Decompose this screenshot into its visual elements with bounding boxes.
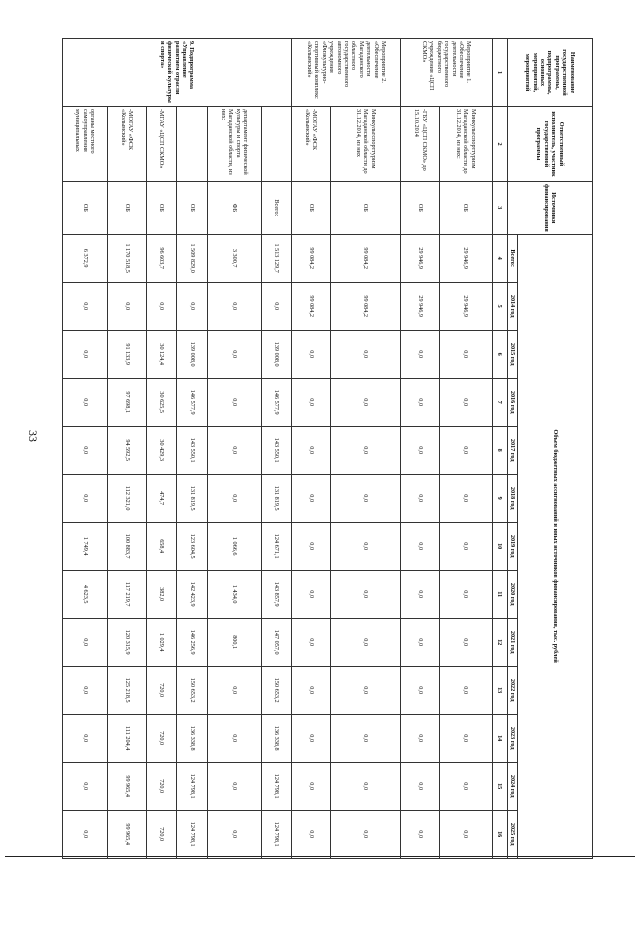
funding-source: ОБ — [401, 182, 440, 235]
value-year: 0,0 — [439, 570, 492, 618]
value-year: 0,0 — [62, 618, 108, 666]
value-year: 0,0 — [330, 378, 401, 426]
value-year: 0,0 — [62, 426, 108, 474]
column-number: 5 — [492, 282, 507, 330]
value-year: 143 550,1 — [261, 426, 292, 474]
executor: органы местного самоуправления муниципальных — [62, 107, 108, 182]
value-year: 0,0 — [401, 762, 440, 810]
value-year: 0,0 — [62, 666, 108, 714]
value-year: 0,0 — [292, 666, 331, 714]
funding-source: ОБ — [177, 182, 208, 235]
column-number: 9 — [492, 474, 507, 522]
value-year: 97 698,1 — [108, 378, 147, 426]
funding-source: ОБ — [292, 182, 331, 235]
value-year: 131 819,5 — [261, 474, 292, 522]
value-year: 0,0 — [439, 330, 492, 378]
value-year: 0,0 — [439, 474, 492, 522]
value-year: 0,0 — [439, 522, 492, 570]
value-year: 658,4 — [146, 522, 177, 570]
page-number: 33 — [26, 430, 40, 442]
value-year: 94 592,5 — [108, 426, 147, 474]
value-year: 0,0 — [62, 378, 108, 426]
column-number: 2 — [492, 107, 507, 182]
value-year: 143 857,9 — [261, 570, 292, 618]
value-total: 29 946,9 — [439, 234, 492, 282]
value-year: 0,0 — [401, 474, 440, 522]
value-year: 0,0 — [62, 282, 108, 330]
value-year: 99 084,2 — [330, 282, 401, 330]
column-number: 1 — [492, 39, 507, 107]
value-year: 1 434,0 — [208, 570, 262, 618]
value-year: 720,0 — [146, 714, 177, 762]
header-year: 2017 год — [507, 426, 517, 474]
value-year: 143 550,1 — [177, 426, 208, 474]
executor: -ГБУ «ЦСП СКМО» до 15.10.2014 — [401, 107, 440, 182]
value-year: 1 029,4 — [146, 618, 177, 666]
column-number: 8 — [492, 426, 507, 474]
table-row — [261, 39, 292, 859]
value-year: 30 429,3 — [146, 426, 177, 474]
value-year: 0,0 — [330, 330, 401, 378]
financing-table — [62, 38, 593, 859]
value-total: 1 509 829,0 — [177, 234, 208, 282]
value-year: 0,0 — [292, 810, 331, 858]
header-year: 2023 год — [507, 714, 517, 762]
column-number: 4 — [492, 234, 507, 282]
column-number: 11 — [492, 570, 507, 618]
header-funding-group: Объем бюджетных ассигнований и иных источников финансирования, тыс. рублей — [518, 234, 593, 858]
value-year: 136 338,8 — [261, 714, 292, 762]
value-year: 0,0 — [208, 810, 262, 858]
value-year: 0,0 — [62, 810, 108, 858]
value-year: 720,0 — [146, 810, 177, 858]
executor: департамент физической культуры и спорта Магаданской области, из них: — [208, 107, 262, 182]
value-total: 29 946,9 — [401, 234, 440, 282]
value-year: 0,0 — [292, 714, 331, 762]
value-total: 99 084,2 — [292, 234, 331, 282]
value-year: 720,0 — [146, 762, 177, 810]
value-year: 150 653,2 — [261, 666, 292, 714]
value-year: 0,0 — [439, 666, 492, 714]
table-row — [146, 39, 177, 859]
value-year: 0,0 — [62, 762, 108, 810]
value-year: 0,0 — [292, 618, 331, 666]
value-year: 139 008,0 — [261, 330, 292, 378]
value-year: 0,0 — [62, 330, 108, 378]
value-year: 0,0 — [208, 330, 262, 378]
value-year: 0,0 — [401, 810, 440, 858]
funding-source: Всего: — [261, 182, 292, 235]
value-year: 474,7 — [146, 474, 177, 522]
value-year: 0,0 — [292, 762, 331, 810]
header-year: 2024 год — [507, 762, 517, 810]
header-year: 2025 год — [507, 810, 517, 858]
value-year: 131 819,5 — [177, 474, 208, 522]
item-name: Мероприятие 2. «Обеспечение деятельности Магаданского областного государственного автономного учреждения «Физкультурно-спортивный комплекс «Колымский» — [292, 39, 401, 107]
column-numbers-row — [492, 39, 507, 859]
value-year: 0,0 — [401, 426, 440, 474]
value-year: 30 625,5 — [146, 378, 177, 426]
value-total: 3 300,7 — [208, 234, 262, 282]
table-row — [401, 39, 440, 859]
funding-source: ОБ — [439, 182, 492, 235]
value-year: 0,0 — [292, 330, 331, 378]
table-row — [439, 39, 492, 859]
value-year: 0,0 — [330, 762, 401, 810]
value-year: 0,0 — [208, 282, 262, 330]
table-row — [292, 39, 331, 859]
value-year: 0,0 — [439, 762, 492, 810]
value-year: 146 256,9 — [177, 618, 208, 666]
value-year: 0,0 — [62, 714, 108, 762]
value-year: 1 066,6 — [208, 522, 262, 570]
value-year: 99 965,4 — [108, 762, 147, 810]
executor: -МОГАУ «ФСК «Колымский» — [108, 107, 147, 182]
value-year: 0,0 — [108, 282, 147, 330]
value-year: 0,0 — [208, 474, 262, 522]
header-total: Всего: — [507, 234, 517, 282]
value-year: 136 338,8 — [177, 714, 208, 762]
value-year: 0,0 — [439, 378, 492, 426]
rotated-page-content — [0, 38, 593, 943]
value-year: 0,0 — [330, 474, 401, 522]
value-year: 124 798,1 — [261, 810, 292, 858]
value-year: 123 604,5 — [177, 522, 208, 570]
table-row — [208, 39, 262, 859]
header-year: 2020 год — [507, 570, 517, 618]
value-year: 99 965,4 — [108, 810, 147, 858]
value-total: 96 603,7 — [146, 234, 177, 282]
value-total: 6 372,9 — [62, 234, 108, 282]
value-year: 29 946,9 — [439, 282, 492, 330]
value-year: 0,0 — [177, 282, 208, 330]
column-number: 13 — [492, 666, 507, 714]
value-year: 30 124,4 — [146, 330, 177, 378]
value-total: 1 170 518,5 — [108, 234, 147, 282]
value-year: 0,0 — [330, 666, 401, 714]
value-year: 382,0 — [146, 570, 177, 618]
value-year: 0,0 — [208, 714, 262, 762]
value-year: 0,0 — [208, 378, 262, 426]
value-year: 0,0 — [330, 570, 401, 618]
executor: Минкультспорттуризм Магаданской области до 31.12.2014, из них — [330, 107, 401, 182]
column-number: 14 — [492, 714, 507, 762]
funding-source: ОБ — [108, 182, 147, 235]
column-number: 7 — [492, 378, 507, 426]
column-number: 6 — [492, 330, 507, 378]
executor: -МГАУ «ЦСП СКМО» — [146, 107, 177, 182]
item-name: 9. Подпрограмма «Управление развитием отрасли физической культуры и спорта» — [62, 39, 292, 107]
value-year: 0,0 — [330, 810, 401, 858]
executor — [177, 107, 208, 182]
header-row-group — [518, 39, 593, 859]
value-year: 0,0 — [401, 618, 440, 666]
value-year: 0,0 — [401, 570, 440, 618]
funding-source: ОБ — [62, 182, 108, 235]
value-year: 0,0 — [330, 426, 401, 474]
value-year: 0,0 — [439, 426, 492, 474]
value-year: 139 008,0 — [177, 330, 208, 378]
header-year: 2022 год — [507, 666, 517, 714]
value-total: 99 084,2 — [330, 234, 401, 282]
value-year: 0,0 — [146, 282, 177, 330]
header-executor: Ответственный исполнитель, участник государственной программы — [507, 107, 592, 182]
value-year: 0,0 — [439, 714, 492, 762]
value-year: 0,0 — [208, 426, 262, 474]
table-row — [108, 39, 147, 859]
value-year: 0,0 — [292, 474, 331, 522]
value-year: 125 218,5 — [108, 666, 147, 714]
value-year: 29 946,9 — [401, 282, 440, 330]
value-year: 0,0 — [208, 762, 262, 810]
header-year: 2021 год — [507, 618, 517, 666]
value-year: 120 315,9 — [108, 618, 147, 666]
value-year: 800,1 — [208, 618, 262, 666]
value-year: 0,0 — [401, 522, 440, 570]
value-year: 91 133,9 — [108, 330, 147, 378]
value-year: 146 577,9 — [177, 378, 208, 426]
table-row — [62, 39, 108, 859]
column-number: 15 — [492, 762, 507, 810]
value-year: 0,0 — [292, 570, 331, 618]
value-year: 0,0 — [292, 522, 331, 570]
value-year: 0,0 — [401, 714, 440, 762]
value-year: 124 798,1 — [177, 810, 208, 858]
value-year: 99 084,2 — [292, 282, 331, 330]
table-row — [330, 39, 401, 859]
item-name: Мероприятие 1. «Обеспечение деятельности государственного бюджетного учреждения «ЦСП СКМО» — [401, 39, 492, 107]
value-year: 142 423,9 — [177, 570, 208, 618]
column-number: 12 — [492, 618, 507, 666]
value-year: 147 057,0 — [261, 618, 292, 666]
column-number: 3 — [492, 182, 507, 235]
header-year: 2018 год — [507, 474, 517, 522]
header-year: 2016 год — [507, 378, 517, 426]
table-row — [177, 39, 208, 859]
value-year: 124 798,1 — [177, 762, 208, 810]
value-year: 146 577,9 — [261, 378, 292, 426]
value-year: 0,0 — [292, 378, 331, 426]
value-year: 0,0 — [330, 714, 401, 762]
value-year: 0,0 — [292, 426, 331, 474]
value-year: 124 671,1 — [261, 522, 292, 570]
value-year: 150 653,2 — [177, 666, 208, 714]
value-year: 0,0 — [401, 330, 440, 378]
funding-source: ФБ — [208, 182, 262, 235]
value-year: 1 749,4 — [62, 522, 108, 570]
value-year: 117 219,7 — [108, 570, 147, 618]
value-year: 111 204,4 — [108, 714, 147, 762]
value-year: 0,0 — [261, 282, 292, 330]
executor: Минкультспорттуризм Магаданской области до 31.12.2014, из них: — [439, 107, 492, 182]
value-year: 4 623,5 — [62, 570, 108, 618]
header-source: Источники финансирования — [507, 182, 592, 235]
executor — [261, 107, 292, 182]
value-year: 0,0 — [439, 810, 492, 858]
value-year: 0,0 — [62, 474, 108, 522]
executor: -МОГАУ «ФСК «Колымский» — [292, 107, 331, 182]
header-year: 2015 год — [507, 330, 517, 378]
value-year: 720,0 — [146, 666, 177, 714]
value-year: 124 798,1 — [261, 762, 292, 810]
value-year: 112 321,0 — [108, 474, 147, 522]
value-total: 1 513 129,7 — [261, 234, 292, 282]
value-year: 0,0 — [330, 618, 401, 666]
value-year: 0,0 — [439, 618, 492, 666]
value-year: 100 883,7 — [108, 522, 147, 570]
value-year: 0,0 — [401, 666, 440, 714]
value-year: 0,0 — [330, 522, 401, 570]
column-number: 16 — [492, 810, 507, 858]
funding-source: ОБ — [330, 182, 401, 235]
column-number: 10 — [492, 522, 507, 570]
header-year: 2019 год — [507, 522, 517, 570]
header-name: Наименование государственной программы, подпрограммы, основных мероприятий, мероприятий — [507, 39, 592, 107]
table-body — [62, 39, 492, 859]
value-year: 0,0 — [208, 666, 262, 714]
funding-source: ОБ — [146, 182, 177, 235]
header-year: 2014 год — [507, 282, 517, 330]
value-year: 0,0 — [401, 378, 440, 426]
